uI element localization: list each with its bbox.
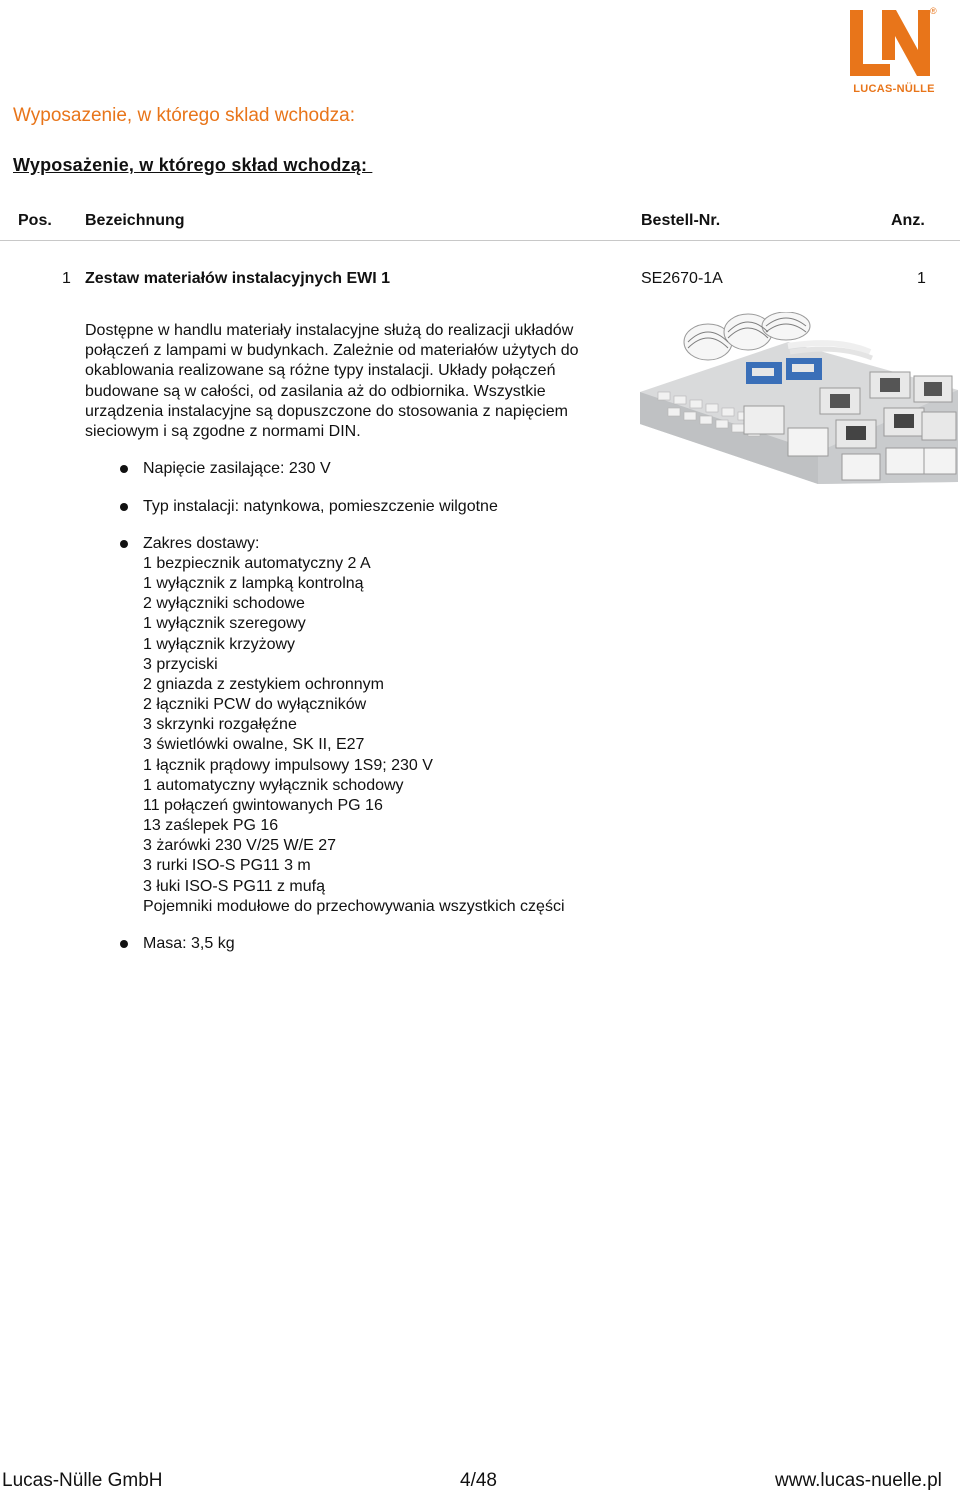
bullet-icon — [120, 503, 128, 511]
description-line: budowane są w całości, od zasilania aż do odbiornika. Wszystkie — [85, 382, 546, 400]
section-heading: Wyposażenie, w którego skład wchodzą: — [13, 155, 373, 175]
scope-item: 1 wyłącznik szeregowy — [143, 615, 306, 633]
column-header-pos: Pos. — [18, 212, 52, 229]
scope-item: 3 łuki ISO-S PG11 z mufą — [143, 877, 325, 895]
footer-website: www.lucas-nuelle.pl — [775, 1470, 942, 1491]
column-header-bestell-nr: Bestell-Nr. — [641, 212, 721, 229]
scope-item: 1 łącznik prądowy impulsowy 1S9; 230 V — [143, 756, 433, 774]
column-header-bezeichnung: Bezeichnung — [85, 212, 185, 229]
registered-mark: ® — [930, 6, 937, 16]
scope-item: 3 żarówki 230 V/25 W/E 27 — [143, 837, 336, 855]
scope-item: 13 zaślepek PG 16 — [143, 817, 279, 835]
lucas-nulle-logo — [846, 4, 942, 96]
scope-item: 2 wyłączniki schodowe — [143, 595, 305, 613]
bullet-icon — [120, 465, 128, 473]
section-heading-orange: Wyposazenie, w którego sklad wchodza: — [13, 105, 355, 126]
ln-logo-icon — [846, 4, 942, 96]
scope-item: 1 wyłącznik krzyżowy — [143, 635, 296, 653]
scope-item: Pojemniki modułowe do przechowywania wszystkich części — [143, 897, 565, 915]
logo-brand-text: LUCAS-NÜLLE — [853, 83, 935, 95]
description-line: urządzenia instalacyjne są dopuszczone do stosowania z napięciem — [85, 402, 568, 420]
description-line: Dostępne w handlu materiały instalacyjne służą do realizacji układów — [85, 322, 574, 339]
column-header-anz: Anz. — [891, 212, 925, 229]
bullet-icon — [120, 540, 128, 548]
scope-item: 3 przyciski — [143, 655, 218, 673]
description-line: sieciowym i są zgodne z normami DIN. — [85, 423, 361, 441]
row-pos: 1 — [62, 270, 71, 287]
scope-item: 3 świetlówki owalne, SK II, E27 — [143, 736, 365, 754]
scope-title: Zakres dostawy: — [143, 535, 260, 552]
description-line: połączeń z lampami w budynkach. Zależnie od materiałów użytych do — [85, 342, 579, 360]
scope-item: 3 rurki ISO-S PG11 3 m — [143, 857, 311, 875]
installation-type-text: Typ instalacji: natynkowa, pomieszczenie wilgotne — [143, 498, 498, 515]
scope-item: 3 skrzynki rozgałęźne — [143, 716, 297, 734]
description-line: okablowania realizowane są różne typy instalacji. Układy połączeń — [85, 362, 556, 380]
scope-of-delivery-list — [143, 554, 565, 917]
scope-item: 1 wyłącznik z lampką kontrolną — [143, 575, 364, 593]
footer-company: Lucas-Nülle GmbH — [2, 1470, 163, 1491]
header-divider — [0, 240, 960, 241]
scope-item: 2 łączniki PCW do wyłączników — [143, 696, 367, 714]
product-image — [638, 312, 960, 484]
mass-text: Masa: 3,5 kg — [143, 935, 235, 952]
voltage-text: Napięcie zasilające: 230 V — [143, 460, 331, 477]
row-quantity: 1 — [917, 270, 926, 287]
footer-page-number: 4/48 — [460, 1470, 497, 1491]
scope-item: 1 automatyczny wyłącznik schodowy — [143, 776, 404, 794]
bullet-icon — [120, 940, 128, 948]
scope-item: 2 gniazda z zestykiem ochronnym — [143, 675, 384, 693]
product-description — [85, 321, 645, 442]
row-product-name: Zestaw materiałów instalacyjnych EWI 1 — [85, 270, 390, 287]
row-order-number: SE2670-1A — [641, 270, 723, 287]
scope-item: 1 bezpiecznik automatyczny 2 A — [143, 555, 371, 572]
scope-item: 11 połączeń gwintowanych PG 16 — [143, 796, 383, 814]
